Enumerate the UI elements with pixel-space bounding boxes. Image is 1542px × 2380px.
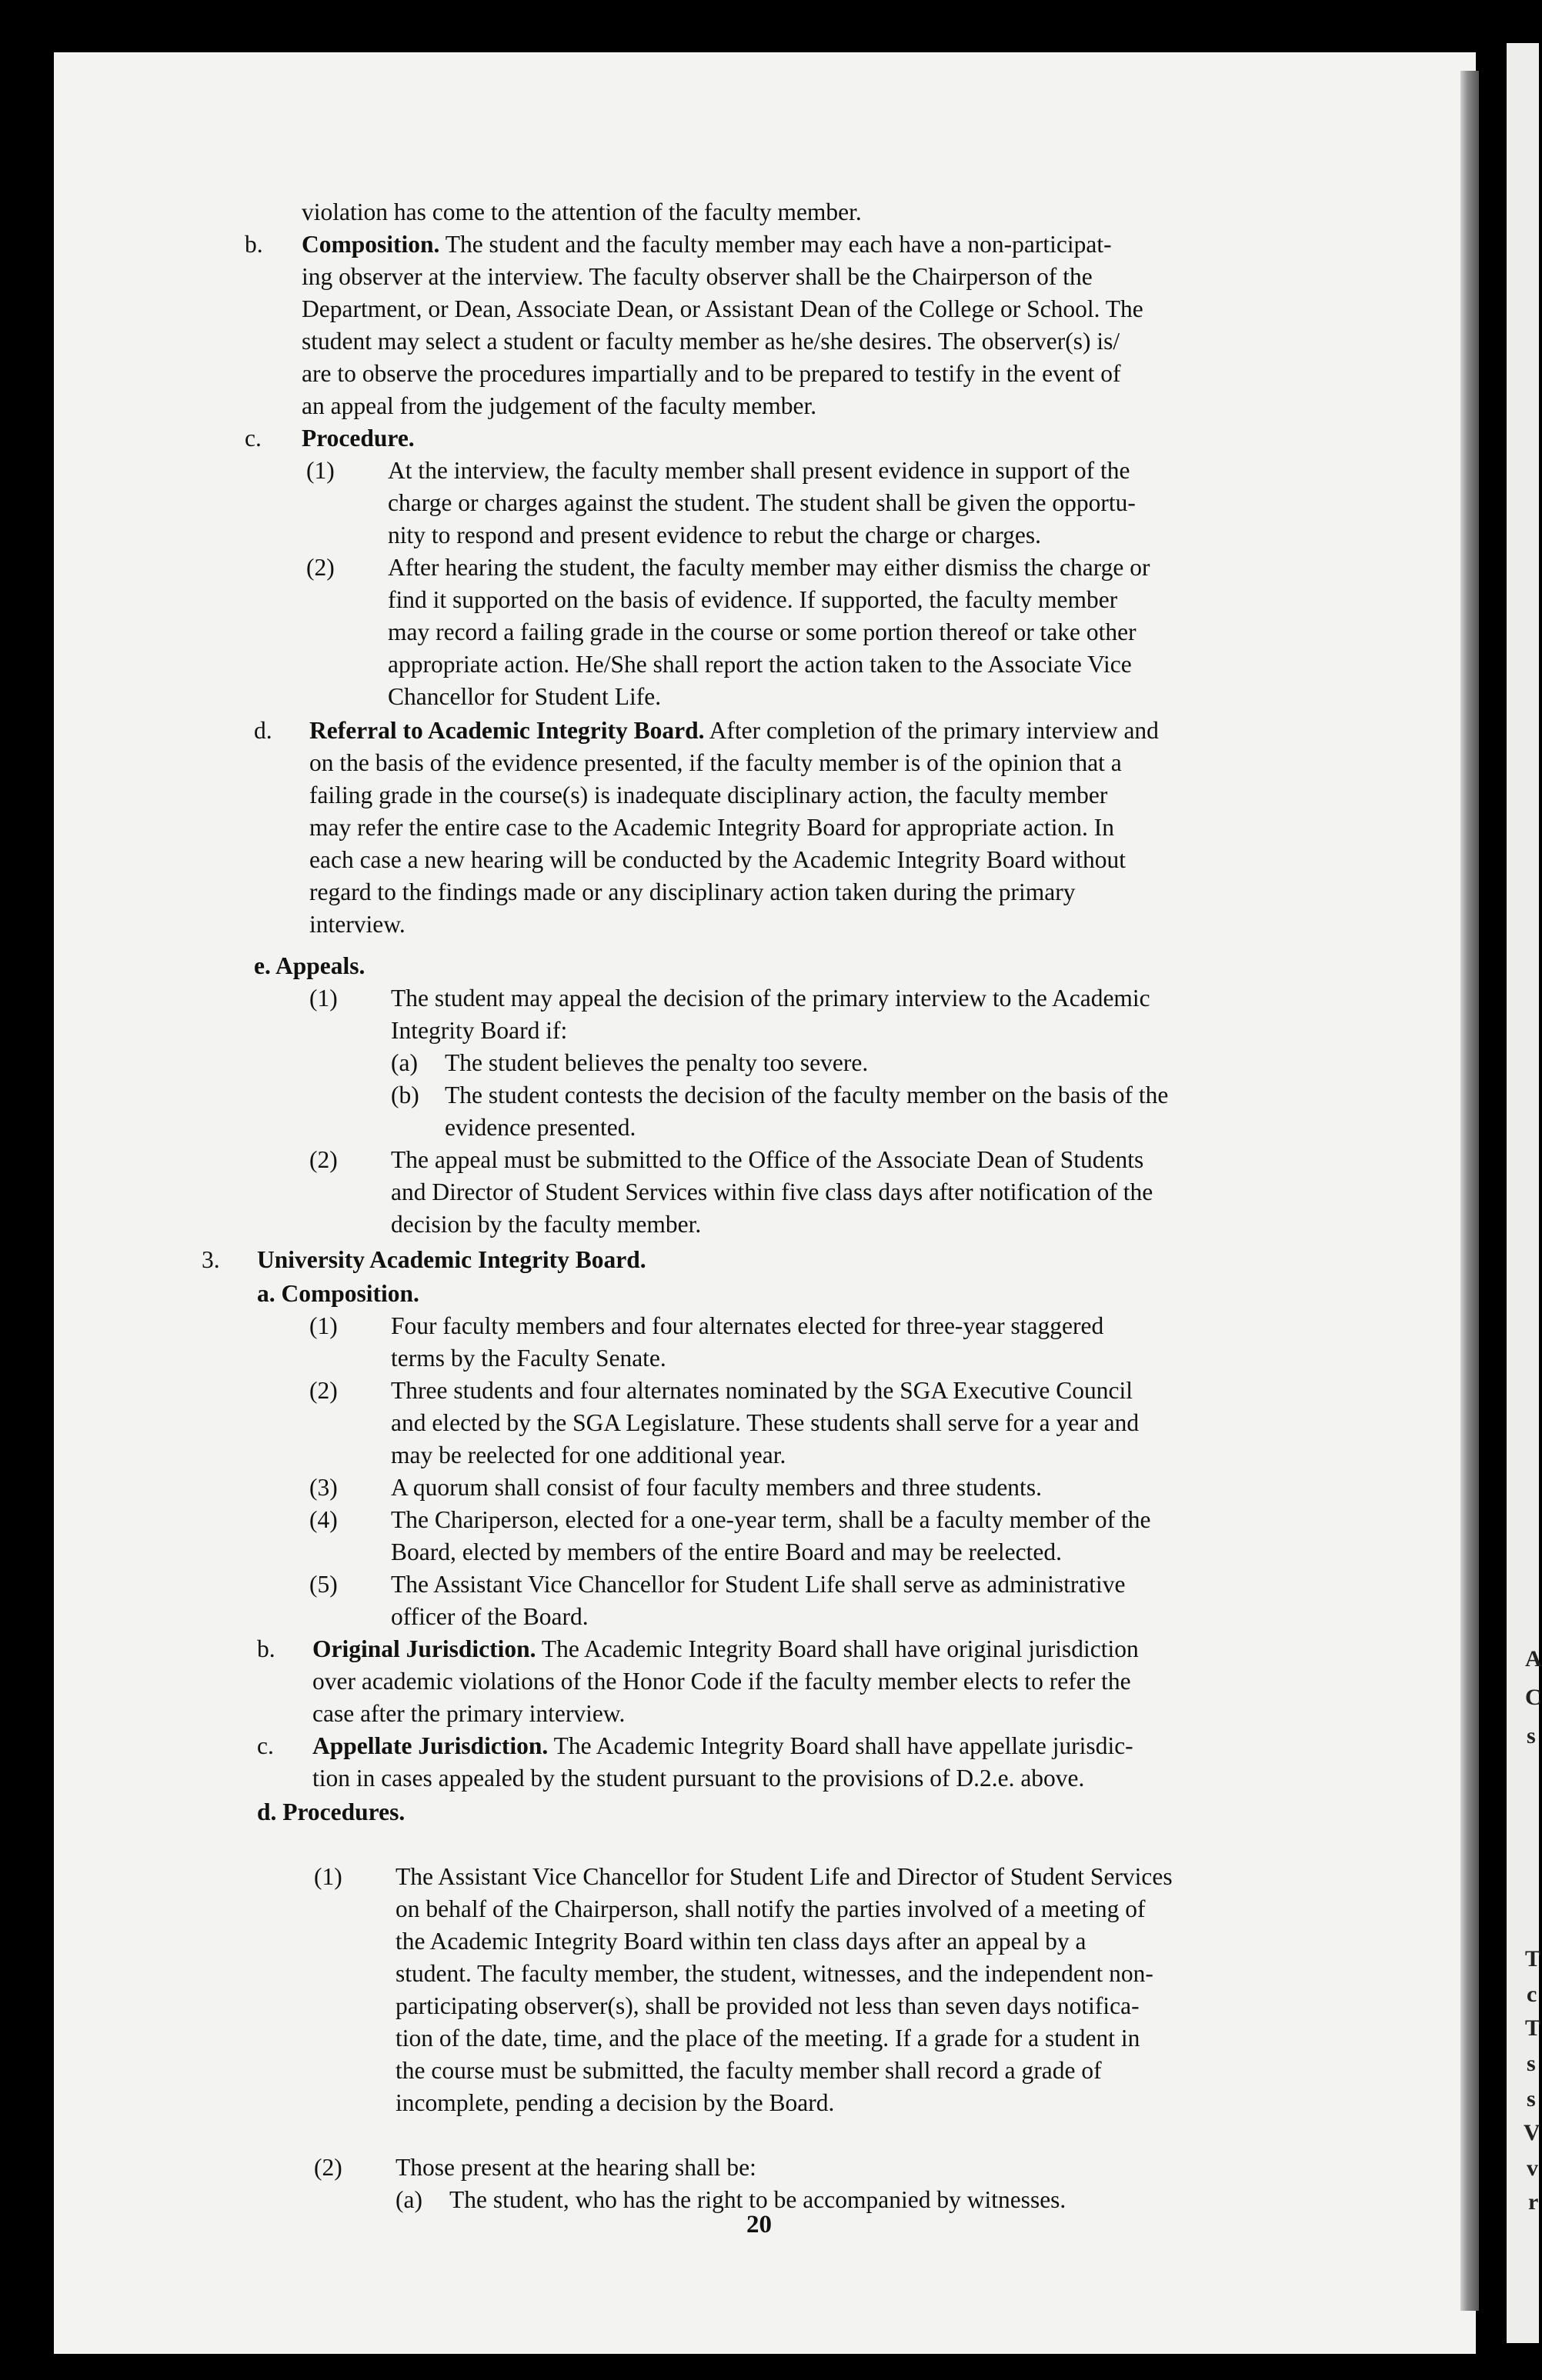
item-label-d: d. bbox=[254, 717, 272, 744]
item-label-e1b: (b) bbox=[391, 1082, 419, 1108]
adjacent-page-glyph: V bbox=[1524, 2120, 1540, 2145]
appellate-jurisdiction-heading: Appellate Jurisdiction. bbox=[312, 1732, 549, 1759]
text-line: The Assistant Vice Chancellor for Student Life and Director of Student Services bbox=[396, 1863, 1173, 1890]
text-line: over academic violations of the Honor Code if the faculty member elects to refer the bbox=[312, 1668, 1131, 1695]
adjacent-page-glyph: s bbox=[1527, 2086, 1536, 2112]
referral-heading: Referral to Academic Integrity Board. bbox=[309, 717, 705, 744]
item-label-a2: (2) bbox=[309, 1377, 338, 1404]
adjacent-page-glyph: s bbox=[1527, 1723, 1536, 1748]
text-line: on the basis of the evidence presented, if the faculty member is of the opinion that a bbox=[309, 749, 1122, 776]
text-line: violation has come to the attention of the faculty member. bbox=[302, 198, 862, 225]
item-label-b: b. bbox=[245, 231, 263, 258]
text-line: case after the primary interview. bbox=[312, 1700, 626, 1727]
text-line: terms by the Faculty Senate. bbox=[391, 1345, 666, 1372]
text-line: appropriate action. He/She shall report the action taken to the Associate Vice bbox=[388, 651, 1132, 678]
text-line: The student may appeal the decision of the primary interview to the Academic bbox=[391, 985, 1150, 1012]
item-label-a3: (3) bbox=[309, 1474, 338, 1501]
text-line: and elected by the SGA Legislature. These students shall serve for a year and bbox=[391, 1409, 1140, 1436]
page-edge-shadow bbox=[1460, 71, 1479, 2311]
item-label-b2: b. bbox=[257, 1635, 275, 1662]
composition-heading: Composition. bbox=[302, 231, 440, 258]
text-line: on behalf of the Chairperson, shall notify the parties involved of a meeting of bbox=[396, 1895, 1146, 1922]
text-line: Department, or Dean, Associate Dean, or Assistant Dean of the College or School. The bbox=[302, 295, 1143, 322]
text-line: Three students and four alternates nominated by the SGA Executive Council bbox=[391, 1377, 1133, 1404]
text-line: A quorum shall consist of four faculty members and three students. bbox=[391, 1474, 1042, 1501]
text-line: Integrity Board if: bbox=[391, 1017, 568, 1044]
text-line: At the interview, the faculty member shall present evidence in support of the bbox=[388, 457, 1130, 484]
text-line: Those present at the hearing shall be: bbox=[396, 2154, 756, 2181]
text-line: failing grade in the course(s) is inadequate disciplinary action, the faculty member bbox=[309, 782, 1108, 808]
text-line: tion in cases appealed by the student pursuant to the provisions of D.2.e. above. bbox=[312, 1765, 1085, 1792]
item-label-p1: (1) bbox=[314, 1863, 342, 1890]
text-line: The student contests the decision of the faculty member on the basis of the bbox=[445, 1082, 1169, 1108]
text-line: tion of the date, time, and the place of the meeting. If a grade for a student in bbox=[396, 2025, 1140, 2052]
item-label-e2: (2) bbox=[309, 1146, 338, 1173]
item-label-e1a: (a) bbox=[391, 1049, 418, 1076]
original-jurisdiction-heading: Original Jurisdiction. bbox=[312, 1635, 536, 1662]
text-line: The Assistant Vice Chancellor for Student Life shall serve as administrative bbox=[391, 1571, 1126, 1598]
composition-heading-2: a. Composition. bbox=[257, 1280, 419, 1307]
text-line: may refer the entire case to the Academic Integrity Board for appropriate action. In bbox=[309, 814, 1115, 841]
text-line: evidence presented. bbox=[445, 1114, 636, 1141]
text-line: each case a new hearing will be conducted by the Academic Integrity Board without bbox=[309, 846, 1126, 873]
text-line: decision by the faculty member. bbox=[391, 1211, 702, 1238]
text-line: incomplete, pending a decision by the Board. bbox=[396, 2089, 835, 2116]
procedures-heading: d. Procedures. bbox=[257, 1798, 406, 1825]
item-label-p2: (2) bbox=[314, 2154, 342, 2181]
text-line: regard to the findings made or any disciplinary action taken during the primary bbox=[309, 878, 1076, 905]
text-line: participating observer(s), shall be provided not less than seven days notifica- bbox=[396, 1992, 1140, 2019]
page-number: 20 bbox=[746, 2211, 772, 2238]
section-number-3: 3. bbox=[202, 1246, 220, 1273]
adjacent-page-glyph: v bbox=[1527, 2155, 1538, 2181]
text-line: may record a failing grade in the course or some portion thereof or take other bbox=[388, 618, 1136, 645]
item-label-c1: (1) bbox=[306, 457, 335, 484]
text-line: Board, elected by members of the entire Board and may be reelected. bbox=[391, 1538, 1063, 1565]
text-line: are to observe the procedures impartially and to be prepared to testify in the event of bbox=[302, 360, 1121, 387]
text-line: find it supported on the basis of evidence. If supported, the faculty member bbox=[388, 586, 1118, 613]
adjacent-page-glyph: c bbox=[1527, 1982, 1537, 2007]
procedure-heading: Procedure. bbox=[302, 425, 415, 452]
item-label-c2: (2) bbox=[306, 554, 335, 581]
text-line: and Director of Student Services within five class days after notification of the bbox=[391, 1178, 1153, 1205]
text-line: Four faculty members and four alternates elected for three-year staggered bbox=[391, 1312, 1104, 1339]
appellate-jurisdiction-line: Appellate Jurisdiction. The Academic Integrity Board shall have appellate jurisdic- bbox=[312, 1732, 1133, 1759]
text-line: The Chariperson, elected for a one-year term, shall be a faculty member of the bbox=[391, 1506, 1151, 1533]
item-label-a5: (5) bbox=[309, 1571, 338, 1598]
text-line: nity to respond and present evidence to rebut the charge or charges. bbox=[388, 522, 1042, 548]
text-line: charge or charges against the student. The student shall be given the opportu- bbox=[388, 489, 1136, 516]
composition-line: Composition. The student and the faculty member may each have a non-participat- bbox=[302, 231, 1112, 258]
text-line: Chancellor for Student Life. bbox=[388, 683, 662, 710]
text-line: officer of the Board. bbox=[391, 1603, 589, 1630]
section-heading: University Academic Integrity Board. bbox=[257, 1246, 646, 1273]
item-label-p2a: (a) bbox=[396, 2186, 422, 2213]
item-label-a1: (1) bbox=[309, 1312, 338, 1339]
appeals-heading: e. Appeals. bbox=[254, 952, 365, 979]
adjacent-page-glyph: C bbox=[1525, 1685, 1542, 1710]
text-line: an appeal from the judgement of the faculty member. bbox=[302, 392, 817, 419]
adjacent-page-glyph: r bbox=[1528, 2189, 1539, 2215]
text-line: the course must be submitted, the faculty member shall record a grade of bbox=[396, 2057, 1102, 2084]
text-line: ing observer at the interview. The faculty observer shall be the Chairperson of the bbox=[302, 263, 1093, 290]
text-line: may be reelected for one additional year. bbox=[391, 1442, 786, 1468]
adjacent-page-glyph: T bbox=[1525, 1946, 1541, 1972]
adjacent-page-glyph: A bbox=[1525, 1646, 1542, 1672]
referral-line: Referral to Academic Integrity Board. After completion of the primary interview and bbox=[309, 717, 1159, 744]
item-label-c3: c. bbox=[257, 1732, 274, 1759]
item-label-e1: (1) bbox=[309, 985, 338, 1012]
original-jurisdiction-line: Original Jurisdiction. The Academic Integrity Board shall have original jurisdiction bbox=[312, 1635, 1139, 1662]
adjacent-page-glyph: T bbox=[1525, 2015, 1541, 2041]
text-line: The appeal must be submitted to the Office of the Associate Dean of Students bbox=[391, 1146, 1144, 1173]
text-line: The student, who has the right to be accompanied by witnesses. bbox=[449, 2186, 1066, 2213]
text-line: After hearing the student, the faculty member may either dismiss the charge or bbox=[388, 554, 1150, 581]
text-line: student may select a student or faculty member as he/she desires. The observer(s) is/ bbox=[302, 328, 1120, 355]
item-label-a4: (4) bbox=[309, 1506, 338, 1533]
text-line: The student believes the penalty too severe. bbox=[445, 1049, 869, 1076]
text-line: the Academic Integrity Board within ten class days after an appeal by a bbox=[396, 1928, 1086, 1955]
item-label-c: c. bbox=[245, 425, 262, 452]
adjacent-page-glyph: s bbox=[1527, 2051, 1536, 2076]
text-line: interview. bbox=[309, 911, 406, 938]
text-line: student. The faculty member, the student, witnesses, and the independent non- bbox=[396, 1960, 1153, 1987]
